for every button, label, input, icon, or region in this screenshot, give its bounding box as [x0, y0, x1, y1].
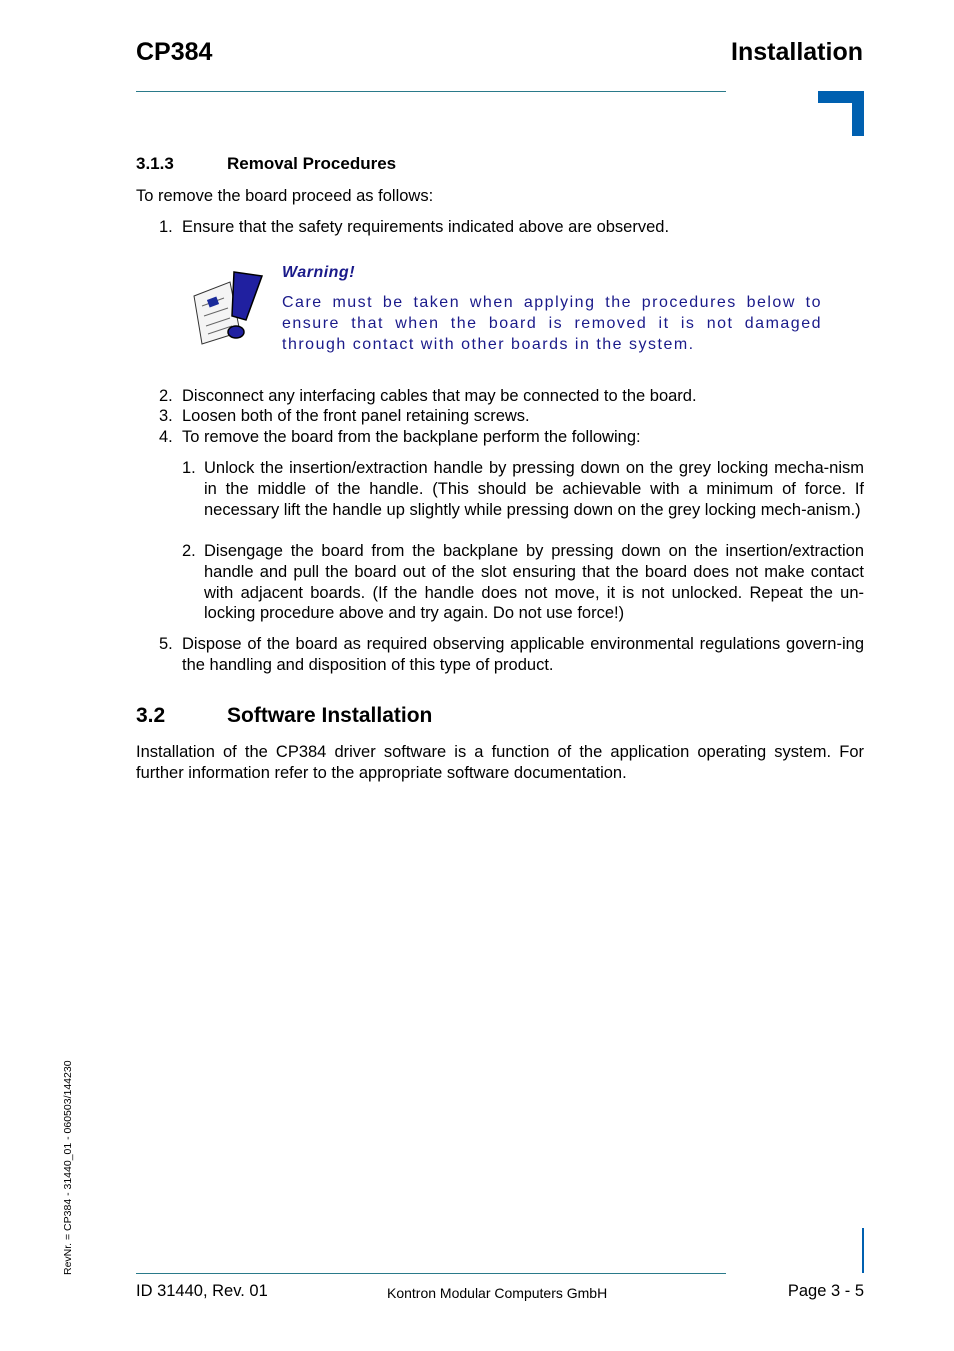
substep-number: 1. — [182, 459, 196, 477]
step-number: 1. — [159, 218, 173, 236]
step-number: 3. — [159, 407, 173, 425]
warning-exclamation-icon — [190, 268, 268, 346]
substep-text: Disengage the board from the backplane by pressing down on the insertion/extraction handle and pull the board out of the slot ensuring that the board does not make contact with adjacent boards. (If the handle does not move, it is not unlocked. Repeat the un-locking procedure above and try again. Do not use force!) — [204, 542, 864, 623]
step-number: 5. — [159, 635, 173, 653]
header-product-name: CP384 — [136, 38, 213, 66]
footer-document-id: ID 31440, Rev. 01 — [136, 1282, 268, 1300]
substep-number: 2. — [182, 542, 196, 560]
step-text: Ensure that the safety requirements indicated above are observed. — [182, 218, 670, 236]
footer-page-number: Page 3 - 5 — [787, 1282, 864, 1300]
section-title: Removal Procedures — [227, 154, 397, 173]
intro-text: To remove the board proceed as follows: — [136, 187, 434, 205]
footer-corner-mark — [862, 1228, 864, 1273]
section-number: 3.2 — [136, 704, 166, 727]
header-chapter-title: Installation — [731, 38, 863, 66]
warning-title: Warning! — [282, 264, 356, 281]
warning-text: Care must be taken when applying the procedures below to ensure that when the board is removed it is not damaged through contact with other boards in the system. — [282, 294, 822, 353]
step-number: 4. — [159, 428, 173, 446]
step-text: Dispose of the board as required observing applicable environmental regulations govern-ing the handling and disposition of this type of product. — [182, 635, 864, 674]
revision-side-text: RevNr. = CP384 - 31440_01 - 060503/144230 — [62, 1060, 74, 1275]
step-text: Loosen both of the front panel retaining screws. — [182, 407, 530, 425]
footer-company: Kontron Modular Computers GmbH — [387, 1285, 608, 1301]
section-number: 3.1.3 — [136, 154, 174, 173]
step-text: To remove the board from the backplane perform the following: — [182, 428, 641, 446]
header-rule — [136, 91, 726, 92]
header-corner-mark — [818, 91, 864, 136]
substep-text: Unlock the insertion/extraction handle by pressing down on the grey locking mecha-nism in the middle of the handle. (This should be achievable with a minimum of force. If necessary lift the handle up slightly while pressing down on the grey locking mech-anism.) — [204, 459, 864, 519]
section-body-text: Installation of the CP384 driver software is a function of the application operating system. For further information refer to the appropriate software documentation. — [136, 743, 864, 782]
step-number: 2. — [159, 387, 173, 405]
footer-rule — [136, 1273, 726, 1274]
section-title: Software Installation — [227, 704, 433, 727]
step-text: Disconnect any interfacing cables that may be connected to the board. — [182, 387, 697, 405]
